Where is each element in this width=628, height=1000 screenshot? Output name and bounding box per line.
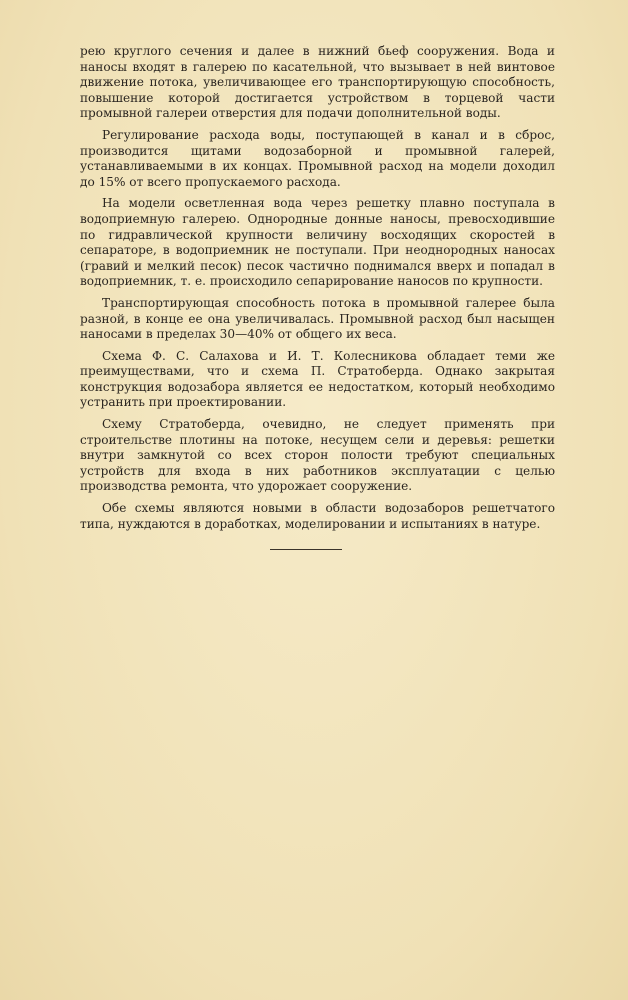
paragraph-model-observations: На модели осветленная вода через решетку плавно поступала в водоприемную галерею. Однородные донные наносы, превосходившие по гидравлической крупности величину восходящих скоростей в сепараторе, в водоприемник не поступали. При неоднородных наносах (гравий и мелкий песок) песок частично поднимался вверх и попадал в водоприемник, т. е. происходило сепарирование наносов по крупности.	[80, 196, 555, 289]
paragraph-conclusion: Обе схемы являются новыми в области водозаборов решетчатого типа, нуждаются в доработках, моделировании и испытаниях в натуре.	[80, 501, 555, 531]
paragraph-salakhov-scheme: Схема Ф. С. Салахова и И. Т. Колесникова обладает теми же преимуществами, что и схема П. Стратоберда. Однако закрытая конструкция водозабора является ее недостатком, который необходимо устранить при проектировании.	[80, 348, 555, 410]
paragraph-flow-regulation: Регулирование расхода воды, поступающей в канал и в сброс, производится щитами водозаборной и промывной галерей, устанавливаемыми в их концах. Промывной расход на модели доходил до 15% от всего пропускаемого расхода.	[80, 127, 555, 189]
paragraph-stratoberd-scheme: Схему Стратоберда, очевидно, не следует применять при строительстве плотины на потоке, несущем сели и деревья: решетки внутри замкнутой со всех сторон полости требуют специальных устройств для входа в них работников эксплуатации с целью производства ремонта, что удорожает сооружение.	[80, 417, 555, 494]
paragraph-transport-capacity: Транспортирующая способность потока в промывной галерее была разной, в конце ее она увеличивалась. Промывной расход был насыщен наносами в пределах 30—40% от общего их веса.	[80, 295, 555, 342]
paragraph-continuation: рею круглого сечения и далее в нижний бьеф сооружения. Вода и наносы входят в галерею по касательной, что вызывает в ней винтовое движение потока, увеличивающее его транспортирующую способность, повышение которой достигается устройством в торцевой части промывной галереи отверстия для подачи дополнительной воды.	[80, 44, 555, 121]
section-divider	[270, 549, 342, 550]
body-text	[80, 44, 555, 538]
